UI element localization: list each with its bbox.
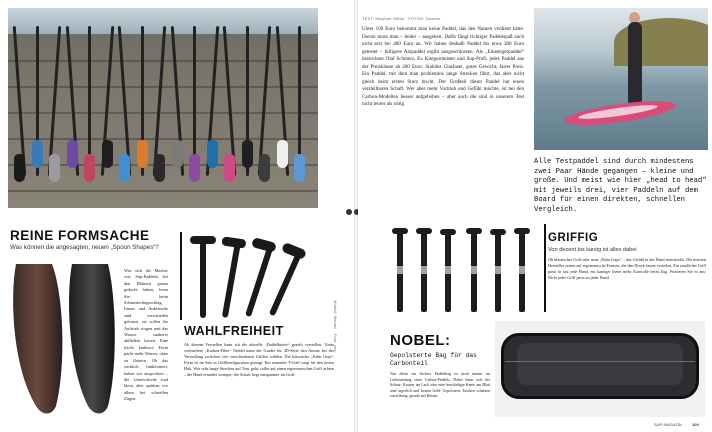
paddle-blade (207, 140, 218, 168)
paddle-blade (32, 140, 43, 168)
section-subtitle-nobel: Gepolsterte Bag für das Carbonteil (390, 352, 477, 367)
section-title-formsache: REINE FORMSACHE (10, 228, 150, 243)
paddle-blade (137, 140, 148, 168)
paddle-bag-photo (495, 321, 705, 417)
divider (180, 232, 182, 320)
adjustable-shafts-image (386, 226, 536, 318)
grips-image (186, 232, 316, 322)
paddle-blade (84, 154, 95, 182)
paddle-blade (294, 154, 305, 182)
paddle-blade (102, 140, 113, 168)
paddles-photo (8, 8, 318, 208)
header-credit: TEXT: Stephan Gölitz · FOTOS: Diverse (362, 16, 441, 21)
lake-photo (534, 8, 708, 150)
divider-right (544, 224, 546, 312)
section-body-griffig: Ob klassischer Griff oder neue „Palm Grips“ – das Gefühl in der Hand entscheidet. Die meisten Hersteller setzen auf ergonomische Formen, die den Druck besser verteilen. Ein rundlicher Griff passt in fast jede Hand, ein kantiger bietet mehr Kontrolle beim Zug. Probieren Sie es aus: Nicht jeder Griff passt zu jeder Hand. (548, 257, 706, 280)
paddle-blade (49, 154, 60, 182)
paddle-blade (154, 154, 165, 182)
section-subtitle-formsache: Was können die angesagten, neuen „Spoon Shapes“? (10, 244, 159, 251)
spoon-blades-image (8, 256, 123, 426)
paddle-blade (119, 154, 130, 182)
left-page (0, 0, 354, 432)
intro-text: Unter 100 Euro bekommt man keine Paddel, das den Namen verdient hätte. Davon muss man – leider – ausgehen. Dafür fängt richtiger Paddelspaß auch nicht erst bei 400 Euro an. Wir haben deshalb Paddel bis etwa 300 Euro getestet – billigere Alupaddel ergibt ausgeschlossen. Als „Einsteigerpaddel“ bezeichnet Olaf Schmerz, Ex Kitegurmeister und Sup-Profi, jedes Paddel aus der Preisklasse ab 200 Euro: Stabiles Glasfaser, gutes Gewicht, fairer Preis. Ein Paddel, mit dem man problemlos lange Strecken fährt, das aber nicht gleich beim ersten Sturz bricht. Der Großteil dieser Paddel hat einen verstellbaren Schaft. Wer aber mehr Vortrieb und Gefühl möchte, ist bei den Carbon-Modellen besser aufgehoben – aber auch die sind in unserem Test nicht teurer als nötig. (362, 26, 524, 108)
section-body-formsache: Was sich die Macher von Sup-Paddeln bei den Blättern genau gedacht haben, lesen Sie: beim Schmetterlingsschlag, Innen- und Außenseite sind verschieden geformt, sie sollen für Auftrieb sorgen und das Wasser sauberer abfließen lassen. Eine leicht konkave Form packt mehr Wasser, ohne zu flattern. Ob das wirklich funktioniert, haben wir ausprobiert – die Unterschiede sind klein, aber spürbar, vor allem bei schnellen Zügen. (124, 268, 168, 402)
paddle-blade (242, 140, 253, 168)
photo-caption: Alle Testpaddel sind durch mindestens zwei Paar Hände gegangen – kleine und große. Und meist wie hier „head to head“ mit jeweils drei, vier Paddeln auf dem Board für einen direkten, schnellen Vergleich. (534, 158, 707, 214)
section-title-griffig: GRIFFIG (548, 232, 599, 244)
paddle-blade (172, 140, 183, 168)
paddle-blade (189, 154, 200, 182)
paddle-blade (14, 154, 25, 182)
section-body-nobel: Nur allein ein leichter Paddelbag ist nicht immer im Lieferumfang eines Carbon-Paddels. Dabei lohnt sich der Schutz: Kratzer im Lack oder eine beschädigte Kante am Blatt sind ärgerlich und kosten Geld. Gepolsterte Taschen schützen zuverlässig, gerade auf Reisen. (390, 372, 490, 399)
paddle-blade (277, 140, 288, 168)
paddle-blade (259, 154, 270, 182)
side-credit: Modell: Mosaic · Foto: xxx (333, 300, 338, 352)
paddle-blade (224, 154, 235, 182)
footer-magazine: SUP-MAGAZIN (654, 422, 682, 427)
page-number: 109 (692, 422, 699, 427)
section-title-nobel: NOBEL: (390, 332, 451, 349)
right-page (358, 0, 712, 432)
paddle-blade (67, 140, 78, 168)
section-body-wahlfreiheit: Ab diesem Verstellen kann ich die aktuelle „Paddelbreite“ gezielt verstellen. Unter verlustfreie „Karbon-Fiber“ Paddel kann der Guider für 3D-Serie den Ansatz bei der Verstellung zwischen vier verschiedenen Griffen wählen. Die klassische „Palm Grip“-Form ist im Sets in Griffkonfiguration gezeigt. Ein normaler T-Griff sorgt für den festen Halt. Wer sehr lange Strecken auf Tour geht, sollte auf einen ergonomischen Griff achten – die Hand ermüdet weniger, der Schaft liegt entspannter im Griff. (184, 342, 334, 378)
section-title-wahlfreiheit: WAHLFREIHEIT (184, 324, 284, 338)
section-subtitle-griffig: Von dezent bis kantig ist alles dabei (548, 247, 637, 253)
